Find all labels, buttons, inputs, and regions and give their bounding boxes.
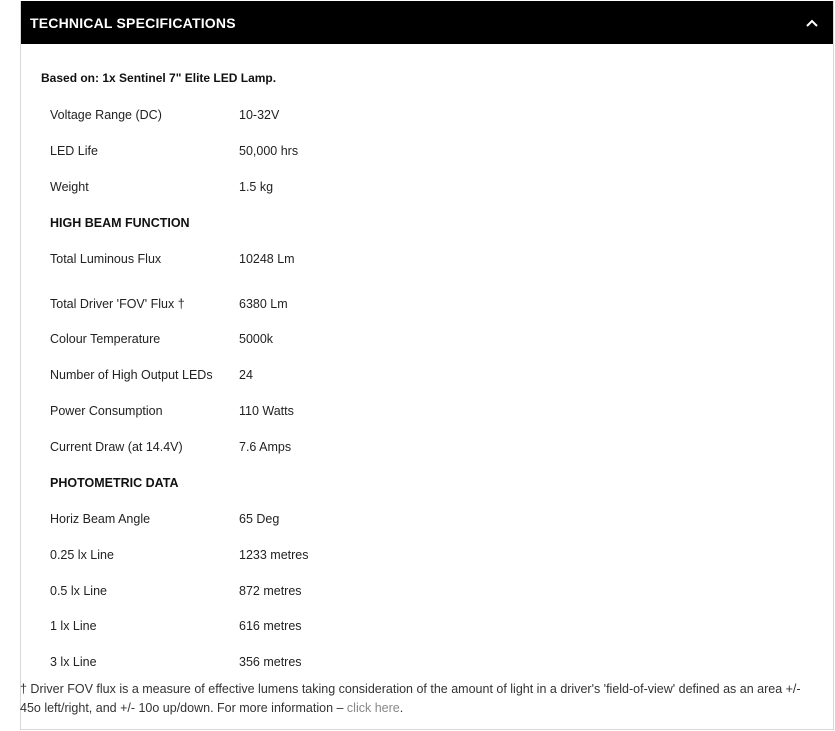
spec-value: 356 metres [239,655,302,669]
footnote [20,680,810,718]
footnote-end: . [399,701,404,715]
spec-value: 1233 metres [239,548,309,562]
spec-label: Power Consumption [50,404,163,418]
spec-label: 0.5 lx Line [50,584,107,598]
spec-label: Voltage Range (DC) [50,108,162,122]
tech-specs-panel [20,1,834,730]
spec-value: 65 Deg [239,512,280,526]
chevron-up-icon[interactable] [805,16,819,28]
spec-value: 872 metres [239,584,302,598]
spec-label: Number of High Output LEDs [50,368,213,382]
section-title: TECHNICAL SPECIFICATIONS [30,14,236,31]
spec-label: Horiz Beam Angle [50,512,151,526]
spec-value: 50,000 hrs [239,144,299,158]
click-here-link[interactable]: click here [346,701,400,715]
spec-value: 1.5 kg [239,180,274,194]
spec-value: 5000k [239,332,274,346]
spec-label: 3 lx Line [50,655,97,669]
spec-label: LED Life [50,144,98,158]
spec-value: 6380 Lm [239,297,288,311]
accordion-header[interactable] [21,1,833,44]
section-heading-high-beam: HIGH BEAM FUNCTION [50,216,190,230]
spec-value: 24 [239,368,253,382]
spec-value: 10248 Lm [239,252,295,266]
spec-label: Total Luminous Flux [50,252,162,266]
spec-label: 1 lx Line [50,619,97,633]
spec-label: Current Draw (at 14.4V) [50,440,183,454]
based-on-text: Based on: 1x Sentinel 7" Elite LED Lamp. [41,71,277,85]
spec-value: 7.6 Amps [239,440,292,454]
spec-label: Total Driver 'FOV' Flux † [50,297,185,311]
spec-label: Weight [50,180,89,194]
spec-value: 616 metres [239,619,302,633]
spec-label: 0.25 lx Line [50,548,114,562]
section-heading-photometric: PHOTOMETRIC DATA [50,476,179,490]
spec-label: Colour Temperature [50,332,161,346]
footnote-text: † Driver FOV flux is a measure of effective lumens taking consideration of the amount of light in a driver's 'field-of-view' defined as an area +/- 45o left/right, and +/- 10o up/down. For more information – [20,682,801,715]
spec-value: 110 Watts [239,404,294,418]
spec-value: 10-32V [239,108,280,122]
